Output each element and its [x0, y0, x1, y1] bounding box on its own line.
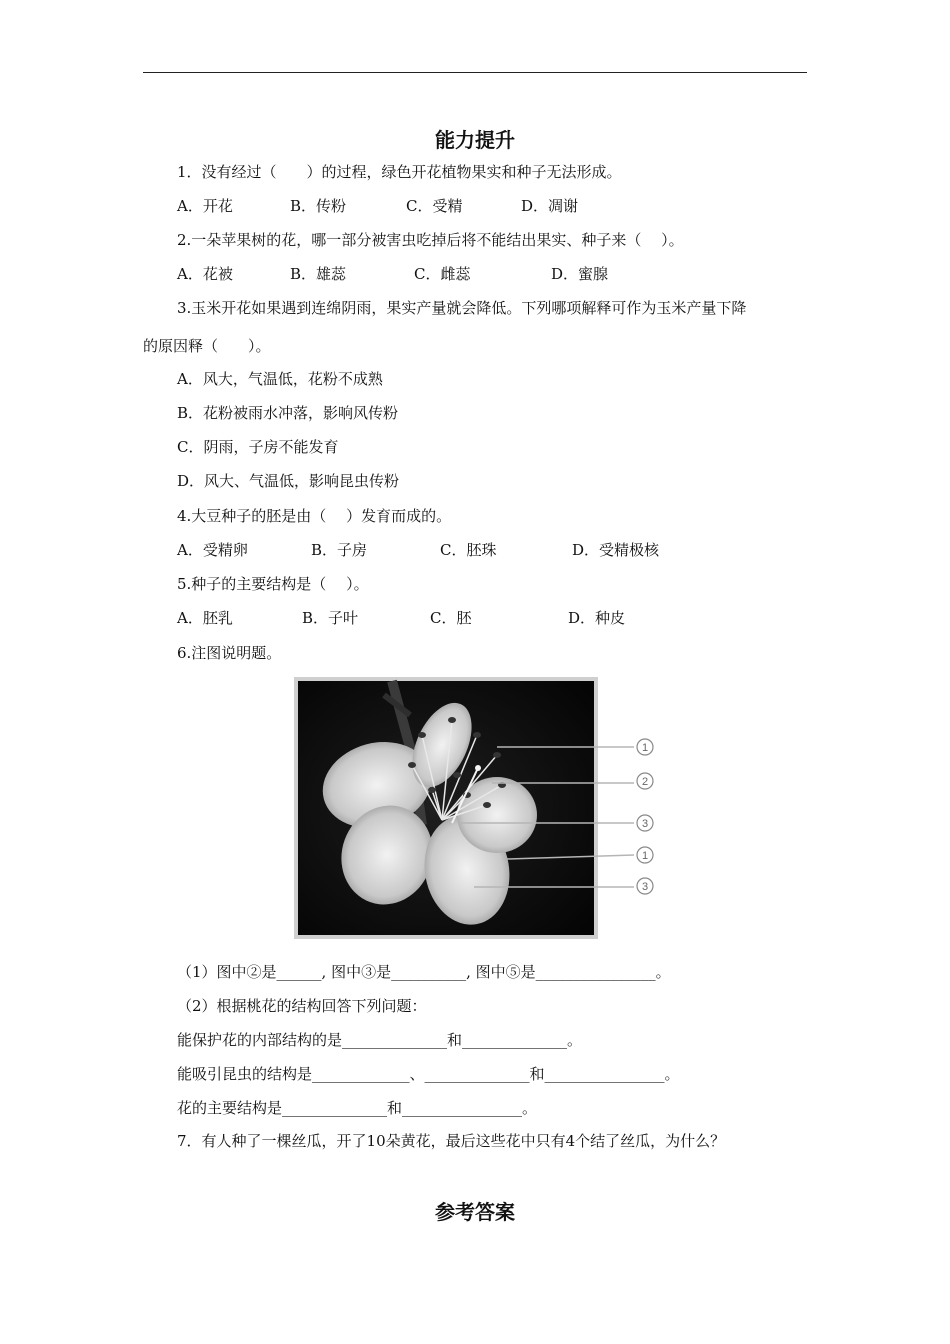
question-3-stem-line1: 3.玉米开花如果遇到连绵阴雨，果实产量就会降低。下列哪项解释可作为玉米产量下降 — [177, 299, 747, 317]
question-2-option-d: D．蜜腺 — [551, 265, 609, 283]
figure-label-3: 3 — [641, 818, 649, 830]
question-1-stem: 1．没有经过（ ）的过程，绿色开花植物果实和种子无法形成。 — [177, 163, 622, 181]
question-4-stem: 4.大豆种子的胚是由（ ）发育而成的。 — [177, 507, 452, 525]
question-1-option-d: D．凋谢 — [521, 197, 579, 215]
question-5-option-a: A．胚乳 — [177, 609, 233, 627]
question-1-option-a: A．开花 — [177, 197, 233, 215]
peach-flower-figure — [292, 675, 662, 943]
question-4-option-c: C．胚珠 — [440, 541, 497, 559]
question-3-option-b: B．花粉被雨水冲落，影响风传粉 — [177, 404, 399, 422]
answer-title: 参考答案 — [435, 1200, 515, 1224]
question-1-option-c: C．受精 — [406, 197, 463, 215]
question-7-stem: 7．有人种了一棵丝瓜，开了10朵黄花，最后这些花中只有4个结了丝瓜，为什么？ — [177, 1132, 726, 1150]
figure-label-2: 2 — [641, 776, 649, 788]
figure-label-1: 1 — [641, 742, 649, 754]
question-1-option-b: B．传粉 — [290, 197, 347, 215]
figure-label-4: 1 — [641, 850, 649, 862]
question-3-option-c: C．阴雨，子房不能发育 — [177, 438, 339, 456]
question-4-option-a: A．受精卵 — [177, 541, 248, 559]
figure-label-5: 3 — [641, 881, 649, 893]
question-6-sub1: （1）图中②是______, 图中③是__________, 图中⑤是________________。 — [177, 963, 671, 981]
question-5-stem: 5.种子的主要结构是（ ）。 — [177, 575, 369, 593]
question-6-sub2: （2）根据桃花的结构回答下列问题： — [177, 997, 427, 1015]
question-3-stem-line2: 的原因释（ ）。 — [143, 337, 271, 355]
question-5-option-d: D．种皮 — [568, 609, 626, 627]
question-3-option-d: D．风大、气温低，影响昆虫传粉 — [177, 472, 400, 490]
section-title: 能力提升 — [435, 128, 515, 152]
question-3-option-a: A．风大，气温低，花粉不成熟 — [177, 370, 383, 388]
question-2-option-c: C．雌蕊 — [414, 265, 471, 283]
question-6-fill3: 花的主要结构是______________和________________。 — [177, 1099, 538, 1117]
question-2-option-b: B．雄蕊 — [290, 265, 347, 283]
question-5-option-c: C．胚 — [430, 609, 472, 627]
question-2-option-a: A．花被 — [177, 265, 233, 283]
question-4-option-b: B．子房 — [311, 541, 368, 559]
question-4-option-d: D．受精极核 — [572, 541, 660, 559]
question-6-fill2: 能吸引昆虫的结构是_____________、______________和________________。 — [177, 1065, 680, 1083]
question-5-option-b: B．子叶 — [302, 609, 359, 627]
question-6-stem: 6.注图说明题。 — [177, 644, 282, 662]
header-rule — [143, 72, 807, 73]
question-6-fill1: 能保护花的内部结构的是______________和______________。 — [177, 1031, 583, 1049]
question-2-stem: 2.一朵苹果树的花，哪一部分被害虫吃掉后将不能结出果实、种子来（ ）。 — [177, 231, 684, 249]
